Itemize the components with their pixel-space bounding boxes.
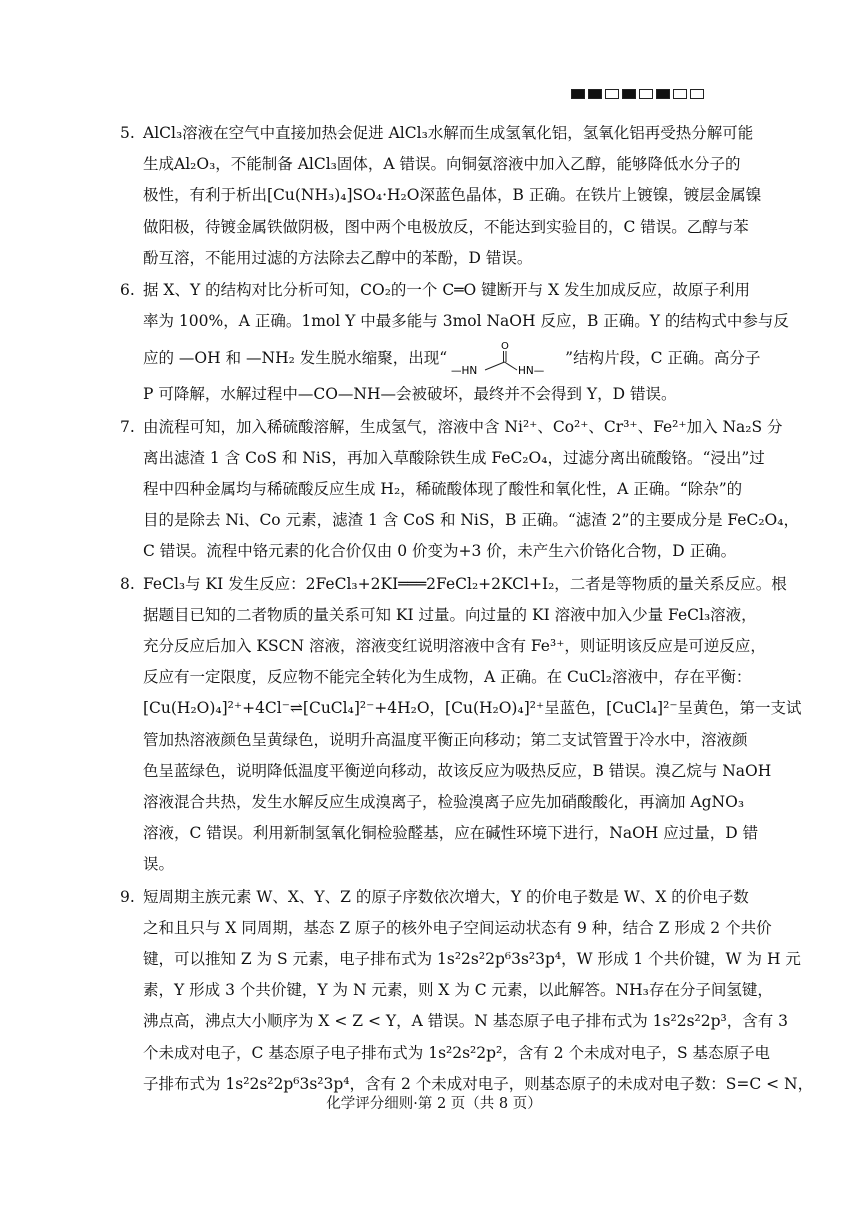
item-number: 8. — [120, 574, 135, 593]
text-line: 极性，有利于析出[Cu(NH₃)₄]SO₄·H₂O深蓝色晶体，B 正确。在铁片上镀镍，镀层金属镍 — [143, 186, 762, 205]
text-line: 由流程可知，加入稀硫酸溶解，生成氢气，溶液中含 Ni²⁺、Co²⁺、Cr³⁺、Fe²⁺加入 Na₂S 分 — [143, 417, 783, 436]
empty-square-mark — [639, 89, 653, 99]
text-segment: 应的 —OH 和 —NH₂ 发生脱水缩聚，出现“ — [143, 349, 448, 368]
item-8 — [120, 569, 802, 881]
text-line: 个未成对电子，C 基态原子电子排布式为 1s²2s²2p²，含有 2 个未成对电子，S 基态原子电 — [143, 1043, 771, 1062]
item-number: 7. — [120, 417, 135, 436]
page-footer: 化学评分细则·第 2 页（共 8 页） — [326, 1096, 542, 1112]
text-line: 据题目已知的二者物质的量关系可知 KI 过量。向过量的 KI 溶液中加入少量 FeCl₃溶液， — [143, 605, 757, 624]
text-line: P 可降解，水解过程中—CO—NH—会被破坏，最终并不会得到 Y，D 错误。 — [143, 385, 677, 404]
oxygen-label: O — [501, 341, 510, 353]
item-7 — [120, 412, 799, 568]
item-number: 6. — [120, 281, 135, 300]
text-line-with-fragment — [143, 337, 761, 379]
text-segment: ”结构片段，C 正确。高分子 — [565, 349, 761, 368]
filled-square-mark — [656, 89, 670, 99]
text-line: 沸点高，沸点大小顺序为 X < Z < Y，A 错误。N 基态原子电子排布式为 1s²2s²2p³，含有 3 — [143, 1012, 789, 1031]
text-line: FeCl₃与 KI 发生反应：2FeCl₃+2KI═══2FeCl₂+2KCl+I₂，二者是等物质的量关系反应。根 — [143, 574, 787, 593]
hn-left-label: —HN — [451, 365, 478, 378]
text-line: 生成Al₂O₃，不能制备 AlCl₃固体，A 错误。向铜氨溶液中加入乙醇，能够降低水分子的 — [143, 155, 741, 174]
text-line: 离出滤渣 1 含 CoS 和 NiS，再加入草酸除铁生成 FeC₂O₄，过滤分离出硫酸铬。“浸出”过 — [143, 448, 765, 467]
text-line: 子排布式为 1s²2s²2p⁶3s²3p⁴，含有 2 个未成对电子，则基态原子的未成对电子数：S=C < N， — [143, 1074, 814, 1093]
item-number: 9. — [120, 887, 135, 906]
item-9 — [120, 882, 814, 1100]
item-5 — [120, 118, 762, 274]
text-line: 反应有一定限度，反应物不能完全转化为生成物，A 正确。在 CuCl₂溶液中，存在平衡： — [143, 668, 752, 687]
filled-square-mark — [622, 89, 636, 99]
text-line: 溶液，C 错误。利用新制氢氧化铜检验醛基，应在碱性环境下进行，NaOH 应过量，D 错 — [143, 824, 759, 843]
header-marks — [571, 89, 704, 99]
text-line: C 错误。流程中铬元素的化合价仅由 0 价变为+3 价，未产生六价铬化合物，D 正确。 — [143, 542, 737, 561]
item-number: 5. — [120, 124, 135, 142]
text-line: 误。 — [143, 855, 175, 874]
text-line: 目的是除去 Ni、Co 元素，滤渣 1 含 CoS 和 NiS，B 正确。“滤渣 2”的主要成分是 FeC₂O₄， — [143, 511, 799, 530]
text-line: [Cu(H₂O)₄]²⁺+4Cl⁻⇌[CuCl₄]²⁻+4H₂O，[Cu(H₂O)₄]²⁺呈蓝色，[CuCl₄]²⁻呈黄色，第一支试 — [143, 699, 802, 718]
text-line: 溶液混合共热，发生水解反应生成溴离子，检验溴离子应先加硝酸酸化，再滴加 AgNO₃ — [143, 793, 745, 812]
text-line: 之和且只与 X 同周期，基态 Z 原子的核外电子空间运动状态有 9 种，结合 Z 形成 2 个共价 — [143, 918, 772, 937]
filled-square-mark — [588, 89, 602, 99]
text-line: AlCl₃溶液在空气中直接加热会促进 AlCl₃水解而生成氢氧化铝，氢氧化铝再受热分解可能 — [143, 124, 754, 142]
hn-right-label: HN— — [518, 365, 545, 378]
empty-square-mark — [690, 89, 704, 99]
text-line: 充分反应后加入 KSCN 溶液，溶液变红说明溶液中含有 Fe³⁺，则证明该反应是可逆反应， — [143, 637, 766, 656]
text-line: 做阳极，待镀金属铁做阴极，图中两个电极放反，不能达到实验目的，C 错误。乙醇与苯 — [143, 217, 749, 236]
item-6 — [120, 275, 789, 411]
empty-square-mark — [605, 89, 619, 99]
empty-square-mark — [673, 89, 687, 99]
text-line: 素，Y 形成 3 个共价键，Y 为 N 元素，则 X 为 C 元素，以此解答。NH₃存在分子间氢键， — [143, 981, 773, 1000]
text-line: 色呈蓝绿色，说明降低温度平衡逆向移动，故该反应为吸热反应，B 错误。溴乙烷与 NaOH — [143, 761, 772, 780]
document-body — [120, 118, 814, 1101]
text-line: 酚互溶，不能用过滤的方法除去乙醇中的苯酚，D 错误。 — [143, 248, 533, 267]
text-line: 管加热溶液颜色呈黄绿色，说明升高温度平衡正向移动；第二支试管置于冷水中，溶液颜 — [143, 730, 748, 749]
text-line: 短周期主族元素 W、X、Y、Z 的原子序数依次增大，Y 的价电子数是 W、X 的价电子数 — [143, 887, 749, 906]
text-line: 键，可以推知 Z 为 S 元素，电子排布式为 1s²2s²2p⁶3s²3p⁴，W 形成 1 个共价键，W 为 H 元 — [143, 950, 801, 969]
urea-fragment-structure — [451, 340, 561, 378]
text-line: 程中四种金属均与稀硫酸反应生成 H₂，稀硫酸体现了酸性和氧化性，A 正确。“除杂”的 — [143, 480, 743, 499]
filled-square-mark — [571, 89, 585, 99]
text-line: 据 X、Y 的结构对比分析可知，CO₂的一个 C═O 键断开与 X 发生加成反应，故原子利用 — [143, 281, 751, 300]
text-line: 率为 100%，A 正确。1mol Y 中最多能与 3mol NaOH 反应，B 正确。Y 的结构式中参与反 — [143, 312, 789, 331]
